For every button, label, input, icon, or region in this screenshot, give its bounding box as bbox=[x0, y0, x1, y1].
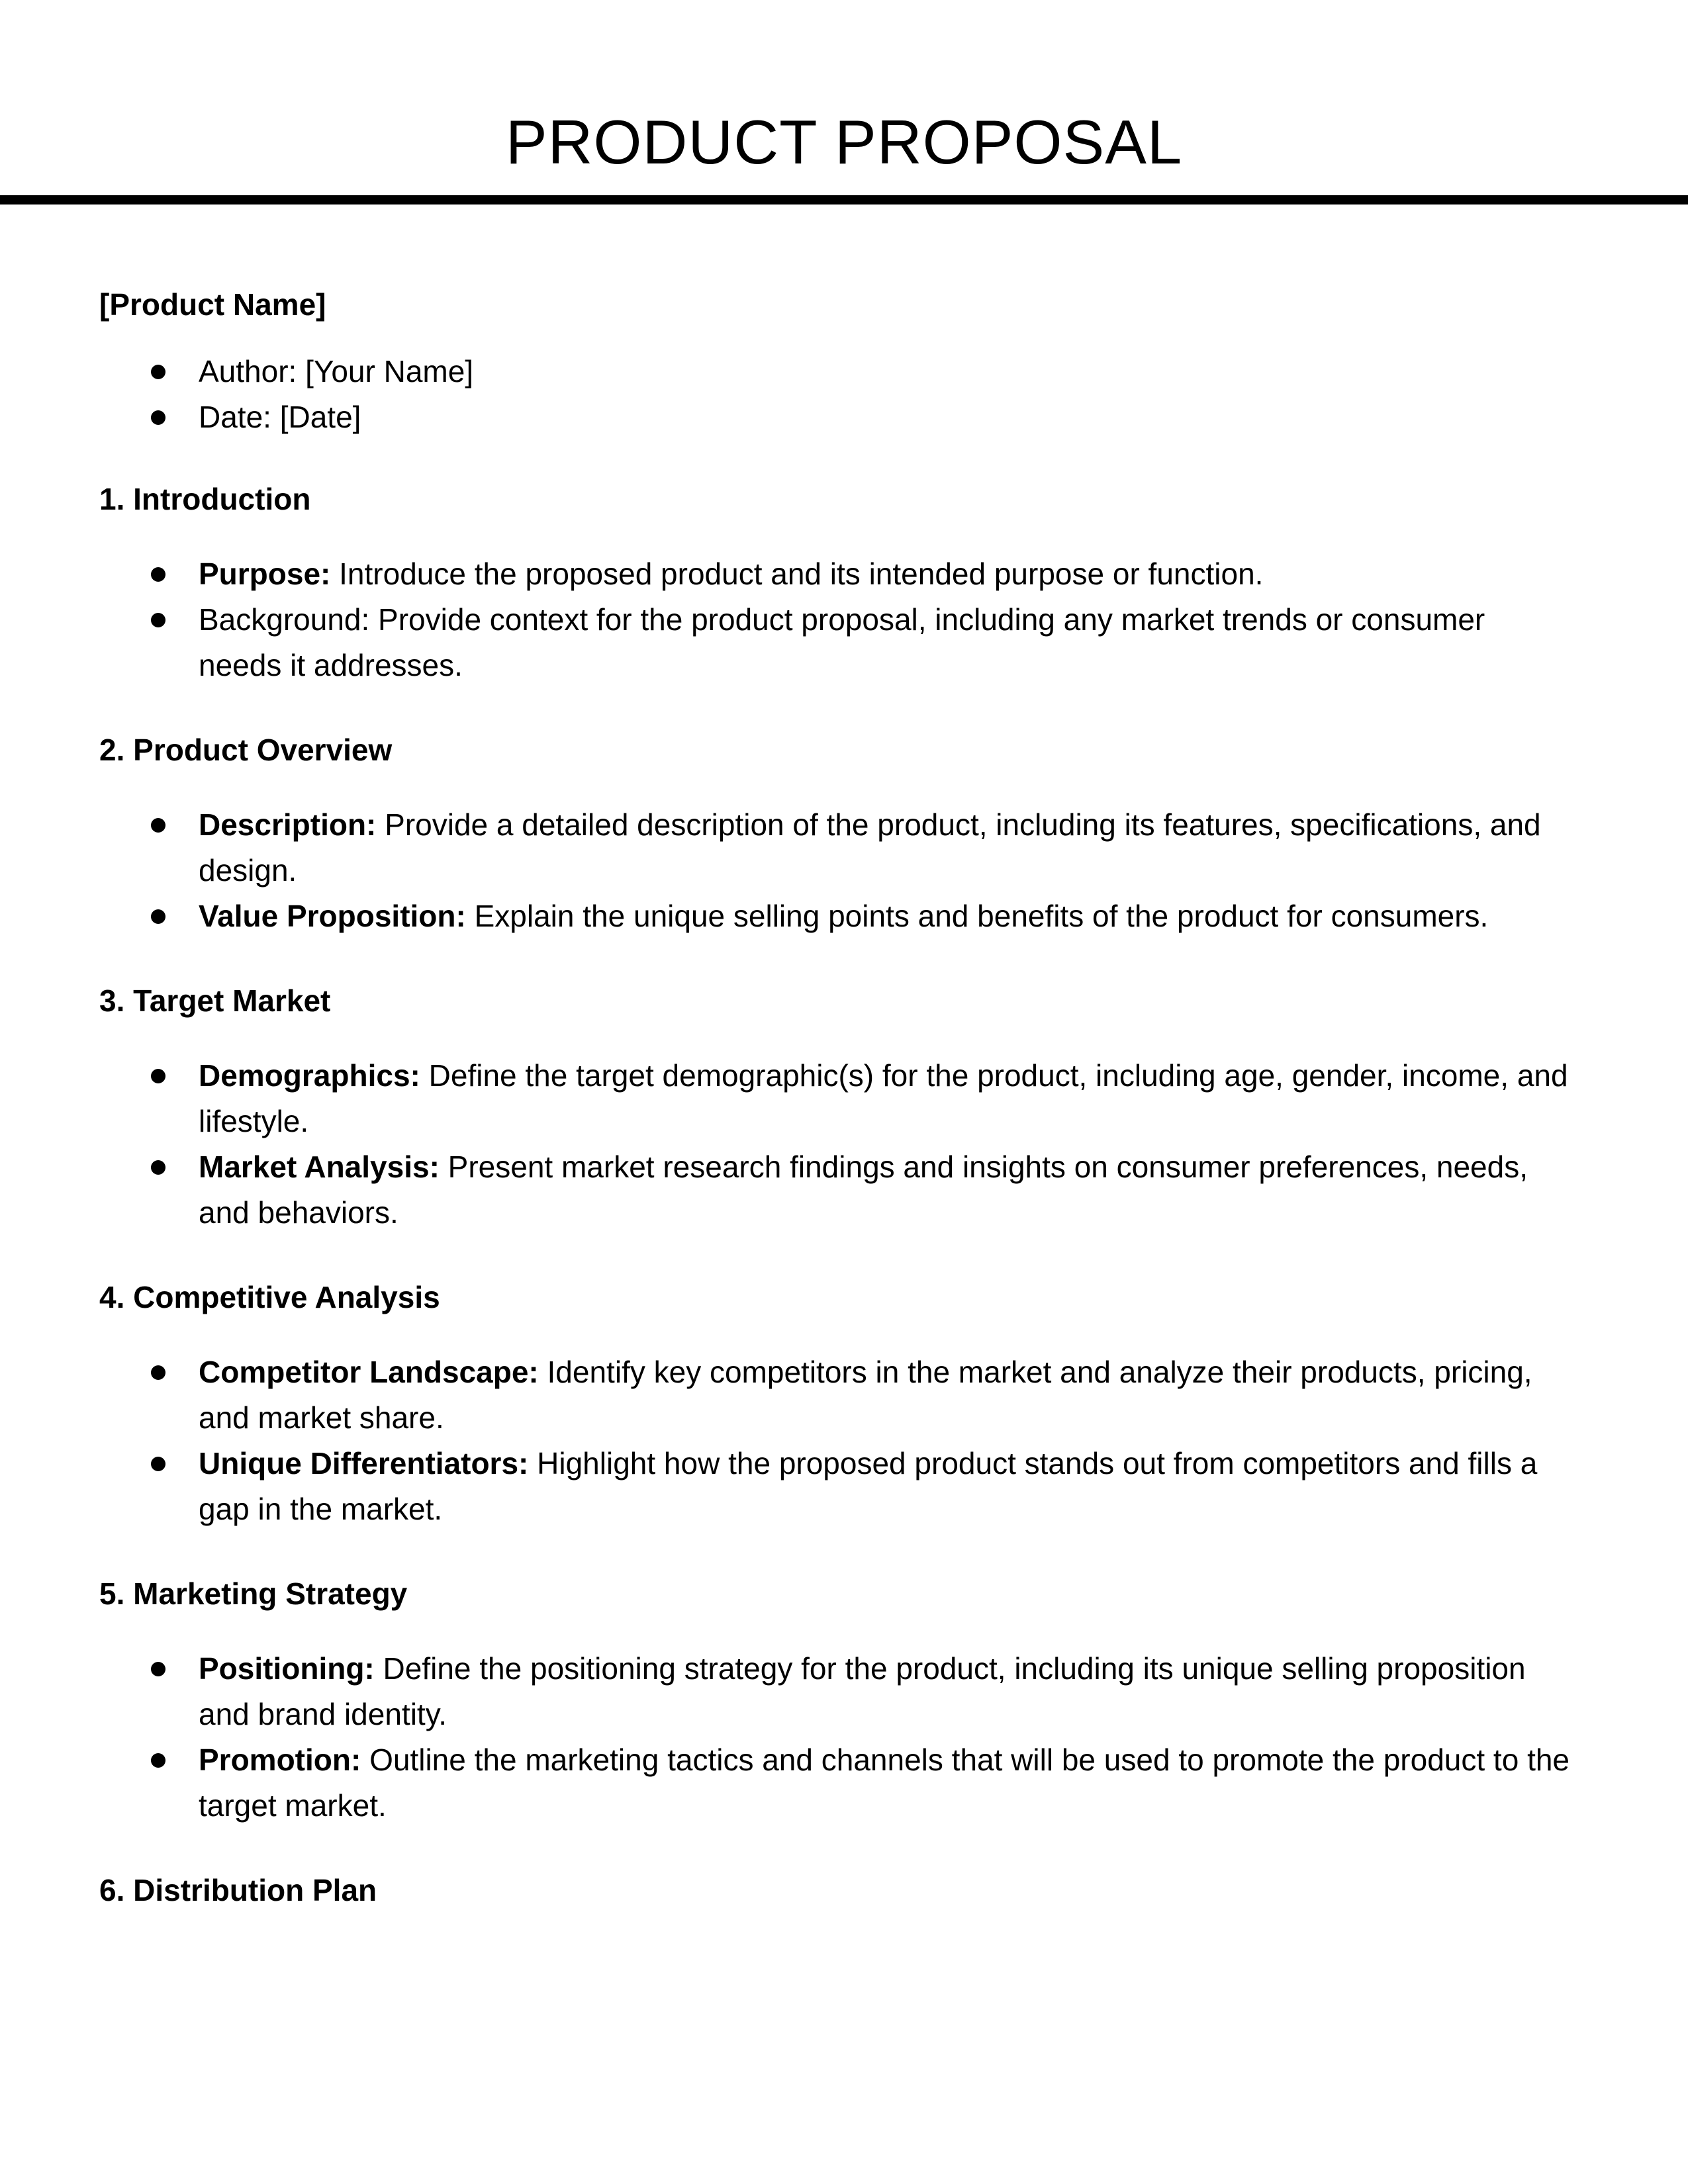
meta-date: Date: [Date] bbox=[99, 394, 1575, 440]
section-list bbox=[99, 551, 1589, 688]
item-label: Demographics: bbox=[199, 1058, 420, 1093]
section-heading: 3. Target Market bbox=[99, 983, 331, 1018]
section-heading: 2. Product Overview bbox=[99, 733, 393, 767]
bullet-icon bbox=[151, 567, 165, 582]
list-item bbox=[99, 1441, 1575, 1532]
bullet-icon bbox=[151, 410, 165, 425]
title-divider bbox=[0, 195, 1688, 205]
list-item bbox=[99, 1737, 1575, 1829]
item-label: Positioning: bbox=[199, 1651, 375, 1686]
item-text: Define the positioning strategy for the product, including its unique selling proposition and brand identity. bbox=[199, 1651, 1526, 1731]
item-label: Competitor Landscape: bbox=[199, 1355, 539, 1389]
list-item bbox=[99, 1053, 1575, 1144]
item-label: Purpose: bbox=[199, 557, 331, 591]
bullet-icon bbox=[151, 1160, 165, 1175]
bullet-icon bbox=[151, 1753, 165, 1768]
bullet-icon bbox=[151, 613, 165, 627]
section-heading: 6. Distribution Plan bbox=[99, 1873, 377, 1907]
item-text: Explain the unique selling points and benefits of the product for consumers. bbox=[474, 899, 1489, 933]
item-label: Market Analysis: bbox=[199, 1150, 440, 1184]
item-label: Unique Differentiators: bbox=[199, 1446, 529, 1480]
item-text: Present market research findings and insights on consumer preferences, needs, and behaviors. bbox=[199, 1150, 1528, 1230]
list-item bbox=[99, 1144, 1575, 1236]
document-body bbox=[99, 281, 1589, 1942]
meta-author: Author: [Your Name] bbox=[99, 349, 1575, 394]
bullet-icon bbox=[151, 1662, 165, 1676]
section-list bbox=[99, 1349, 1589, 1532]
list-item bbox=[99, 893, 1575, 939]
item-text: Highlight how the proposed product stands out from competitors and fills a gap in the market. bbox=[199, 1446, 1538, 1526]
item-label: Description: bbox=[199, 807, 377, 842]
list-item bbox=[99, 597, 1575, 688]
bullet-icon bbox=[151, 1069, 165, 1083]
product-name: [Product Name] bbox=[99, 287, 326, 322]
section-list bbox=[99, 1053, 1589, 1236]
bullet-icon bbox=[151, 1457, 165, 1471]
list-item bbox=[99, 551, 1575, 597]
meta-list bbox=[99, 349, 1589, 440]
bullet-icon bbox=[151, 909, 165, 924]
list-item bbox=[99, 802, 1575, 893]
page-title: PRODUCT PROPOSAL bbox=[505, 107, 1183, 177]
item-text: Outline the marketing tactics and channels that will be used to promote the product to the target market. bbox=[199, 1743, 1570, 1823]
item-text: Background: Provide context for the product proposal, including any market trends or consumer needs it addresses. bbox=[199, 602, 1485, 682]
bullet-icon bbox=[151, 1365, 165, 1380]
section-list bbox=[99, 1646, 1589, 1829]
item-label: Promotion: bbox=[199, 1743, 361, 1777]
item-text: Provide a detailed description of the product, including its features, specifications, and design. bbox=[199, 807, 1541, 887]
sections bbox=[99, 476, 1589, 1913]
item-text: Define the target demographic(s) for the product, including age, gender, income, and lifestyle. bbox=[199, 1058, 1568, 1138]
section-heading: 5. Marketing Strategy bbox=[99, 1576, 408, 1611]
bullet-icon bbox=[151, 818, 165, 833]
section-list bbox=[99, 802, 1589, 939]
item-text: Introduce the proposed product and its intended purpose or function. bbox=[339, 557, 1264, 591]
section-heading: 1. Introduction bbox=[99, 482, 311, 516]
list-item bbox=[99, 1349, 1575, 1441]
bullet-icon bbox=[151, 365, 165, 379]
item-label: Value Proposition: bbox=[199, 899, 466, 933]
section-heading: 4. Competitive Analysis bbox=[99, 1280, 440, 1314]
item-text: Identify key competitors in the market and analyze their products, pricing, and market share. bbox=[199, 1355, 1532, 1435]
list-item bbox=[99, 1646, 1575, 1737]
